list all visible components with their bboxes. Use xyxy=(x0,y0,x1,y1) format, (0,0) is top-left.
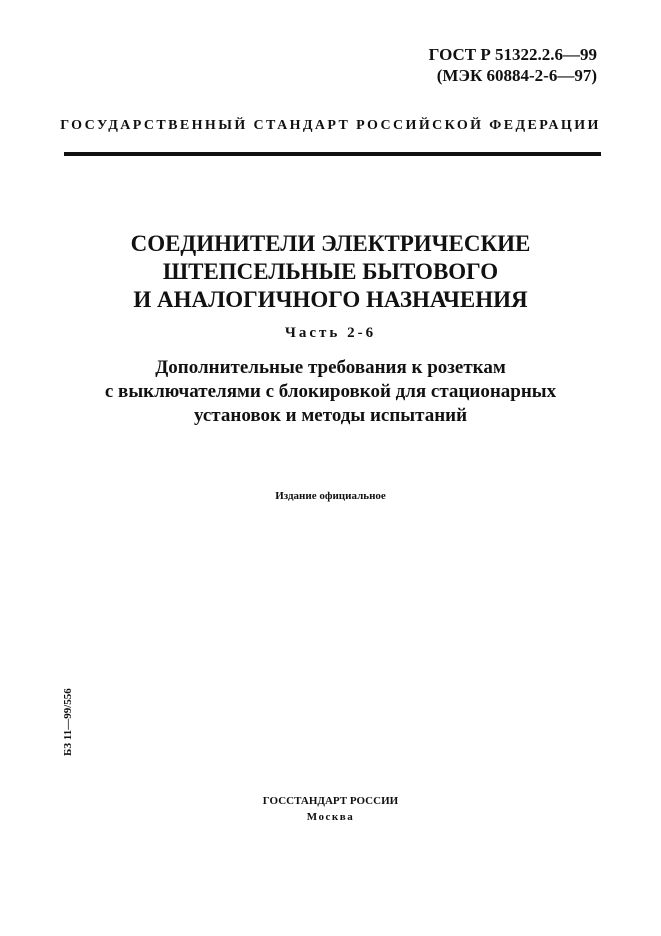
subtitle xyxy=(0,356,661,428)
publisher-city: Москва xyxy=(306,811,355,823)
standard-header: ГОСУДАРСТВЕННЫЙ СТАНДАРТ РОССИЙСКОЙ ФЕДЕРАЦИИ xyxy=(60,118,601,133)
main-title-line-1: СОЕДИНИТЕЛИ ЭЛЕКТРИЧЕСКИЕ xyxy=(130,231,531,256)
header-rule xyxy=(64,152,601,156)
main-title-line-3: И АНАЛОГИЧНОГО НАЗНАЧЕНИЯ xyxy=(133,287,528,312)
main-title-line-2: ШТЕПСЕЛЬНЫЕ БЫТОВОГО xyxy=(162,259,499,284)
subtitle-line-3: установок и методы испытаний xyxy=(193,405,468,426)
subtitle-line-2: с выключателями с блокировкой для стационарных xyxy=(104,381,557,402)
document-number xyxy=(429,44,597,86)
main-title xyxy=(0,230,661,314)
iec-number: (МЭК 60884-2-6—97) xyxy=(436,66,597,85)
publisher xyxy=(0,793,661,825)
publisher-name: ГОССТАНДАРТ РОССИИ xyxy=(262,795,399,807)
subtitle-line-1: Дополнительные требования к розеткам xyxy=(155,357,506,378)
part-label: Часть 2-6 xyxy=(284,325,377,341)
gost-number: ГОСТ Р 51322.2.6—99 xyxy=(428,45,597,64)
side-code: БЗ 11—99/556 xyxy=(62,688,74,756)
edition-label: Издание официальное xyxy=(275,490,386,502)
